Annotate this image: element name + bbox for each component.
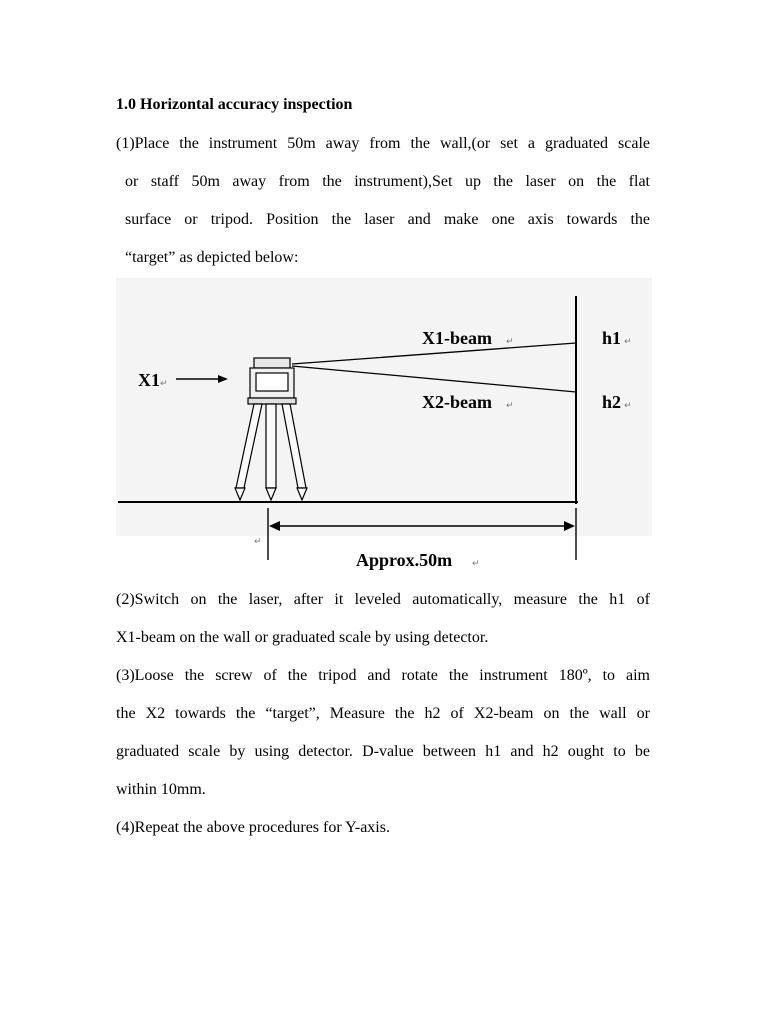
step-1-line: or staff 50m away from the instrument),Set up the laser on the flat	[125, 173, 650, 190]
laser-instrument-icon	[248, 358, 296, 404]
step-3-line: graduated scale by using detector. D-value between h1 and h2 ought to be	[116, 743, 650, 760]
step-1-paragraph	[116, 125, 650, 277]
step-1-line: (1)Place the instrument 50m away from the wall,(or set a graduated scale	[116, 135, 650, 152]
step-2-paragraph	[116, 581, 650, 657]
return-mark: ↵	[254, 537, 262, 547]
step-1-line: “target” as depicted below:	[125, 249, 299, 266]
return-mark: ↵	[624, 401, 632, 411]
diagram-background	[116, 278, 652, 536]
section-heading: 1.0 Horizontal accuracy inspection	[116, 96, 353, 113]
step-2-line: (2)Switch on the laser, after it leveled automatically, measure the h1 of	[116, 591, 650, 608]
x2-beam-label: X2-beam	[422, 392, 492, 412]
step-3-line: the X2 towards the “target”, Measure the h2 of X2-beam on the wall or	[116, 705, 650, 722]
return-mark: ↵	[506, 337, 514, 347]
step-3-paragraph	[116, 657, 650, 809]
return-mark: ↵	[472, 559, 480, 569]
step-1-line: surface or tripod. Position the laser and make one axis towards the	[125, 211, 650, 228]
step-4-line: (4)Repeat the above procedures for Y-axis.	[116, 819, 390, 836]
h1-label: h1	[602, 328, 622, 348]
return-mark: ↵	[624, 337, 632, 347]
x1-beam-label: X1-beam	[422, 328, 492, 348]
step-3-line: within 10mm.	[116, 781, 206, 798]
step-3-line: (3)Loose the screw of the tripod and rotate the instrument 180º, to aim	[116, 667, 650, 684]
return-mark: ↵	[160, 379, 168, 389]
laser-inspection-diagram	[116, 278, 652, 578]
step-2-line: X1-beam on the wall or graduated scale by using detector.	[116, 629, 489, 646]
step-4-paragraph	[116, 809, 650, 847]
return-mark: ↵	[506, 401, 514, 411]
distance-label: Approx.50m	[356, 550, 453, 570]
h2-label: h2	[602, 392, 622, 412]
x1-label: X1	[138, 370, 160, 390]
